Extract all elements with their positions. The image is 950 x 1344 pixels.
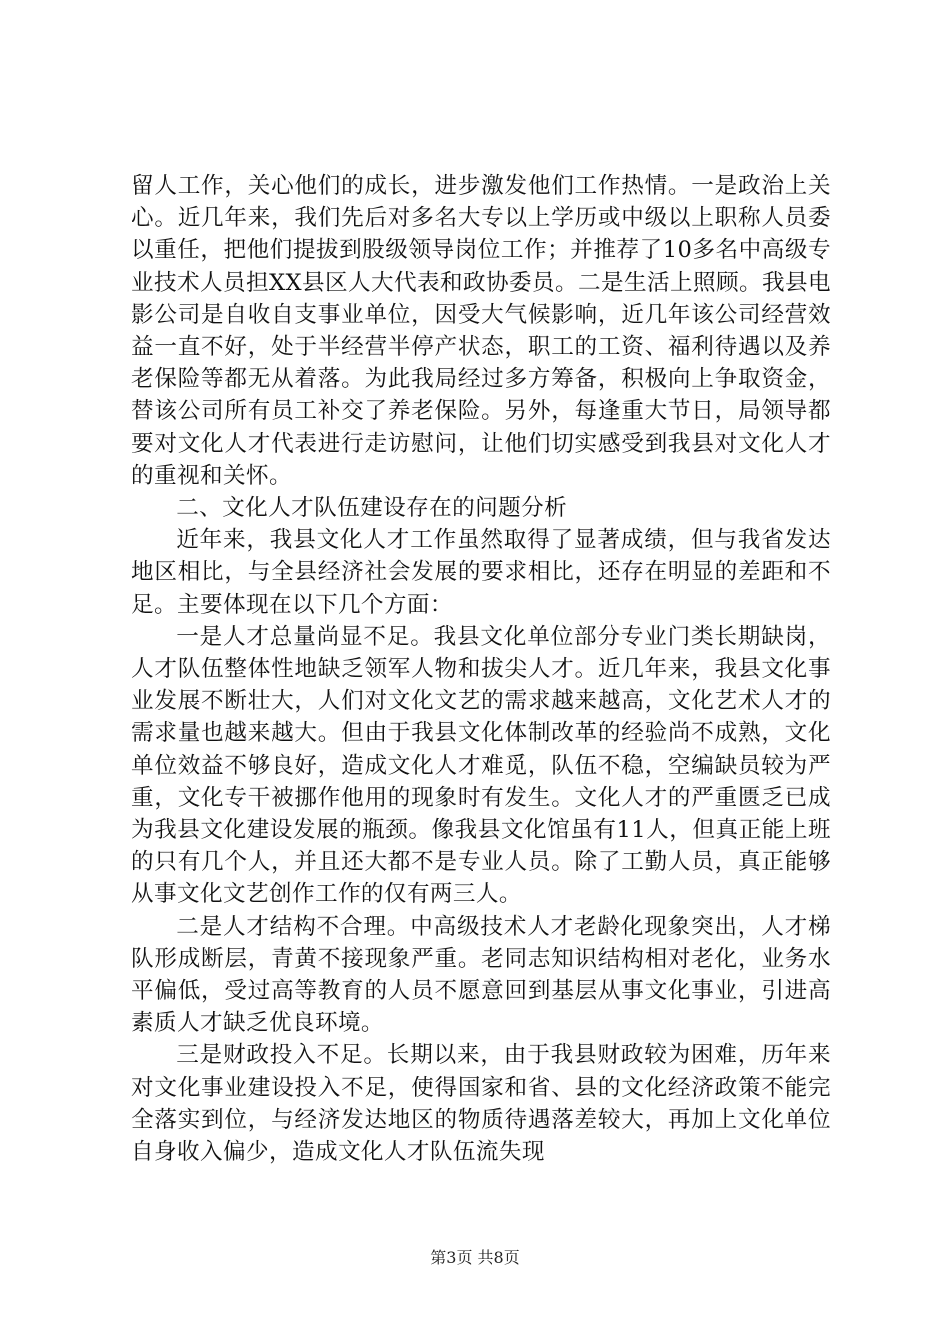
page-footer: 第3页 共8页 (430, 1248, 520, 1267)
paragraph-4: 二是人才结构不合理。中高级技术人才老龄化现象突出，人才梯队形成断层，青黄不接现象严重。老同志知识结构相对老化，业务水平偏低，受过高等教育的人员不愿意回到基层从事文化事业，引进高素质人才缺乏优良环境。 (131, 913, 831, 1037)
paragraph-3: 一是人才总量尚显不足。我县文化单位部分专业门类长期缺岗，人才队伍整体性地缺乏领军人物和拔尖人才。近几年来，我县文化事业发展不断壮大，人们对文化文艺的需求越来越高，文化艺术人才的需求量也越来越大。但由于我县文化体制改革的经验尚不成熟，文化单位效益不够良好，造成文化人才难觅，队伍不稳，空编缺员较为严重，文化专干被挪作他用的现象时有发生。文化人才的严重匮乏已成为我县文化建设发展的瓶颈。像我县文化馆虽有11人，但真正能上班的只有几个人，并且还大都不是专业人员。除了工勤人员，真正能够从事文化文艺创作工作的仅有两三人。 (131, 623, 831, 908)
paragraph-2: 近年来，我县文化人才工作虽然取得了显著成绩，但与我省发达地区相比，与全县经济社会发展的要求相比，还存在明显的差距和不足。主要体现在以下几个方面： (131, 527, 831, 618)
section-heading: 二、文化人才队伍建设存在的问题分析 (176, 495, 568, 522)
document-body (131, 170, 831, 1168)
paragraph-1: 留人工作，关心他们的成长，进步激发他们工作热情。一是政治上关心。近几年来，我们先后对多名大专以上学历或中级以上职称人员委以重任，把他们提拔到股级领导岗位工作；并推荐了10多名中高级专业技术人员担XX县区人大代表和政协委员。二是生活上照顾。我县电影公司是自收自支事业单位，因受大气候影响，近几年该公司经营效益一直不好，处于半经营半停产状态，职工的工资、福利待遇以及养老保险等都无从着落。为此我局经过多方筹备，积极向上争取资金，替该公司所有员工补交了养老保险。另外，每逢重大节日，局领导都要对文化人才代表进行走访慰问，让他们切实感受到我县对文化人才的重视和关怀。 (131, 173, 831, 489)
paragraph-5: 三是财政投入不足。长期以来，由于我县财政较为困难，历年来对文化事业建设投入不足，使得国家和省、县的文化经济政策不能完全落实到位，与经济发达地区的物质待遇落差较大，再加上文化单位自身收入偏少，造成文化人才队伍流失现 (131, 1042, 831, 1166)
